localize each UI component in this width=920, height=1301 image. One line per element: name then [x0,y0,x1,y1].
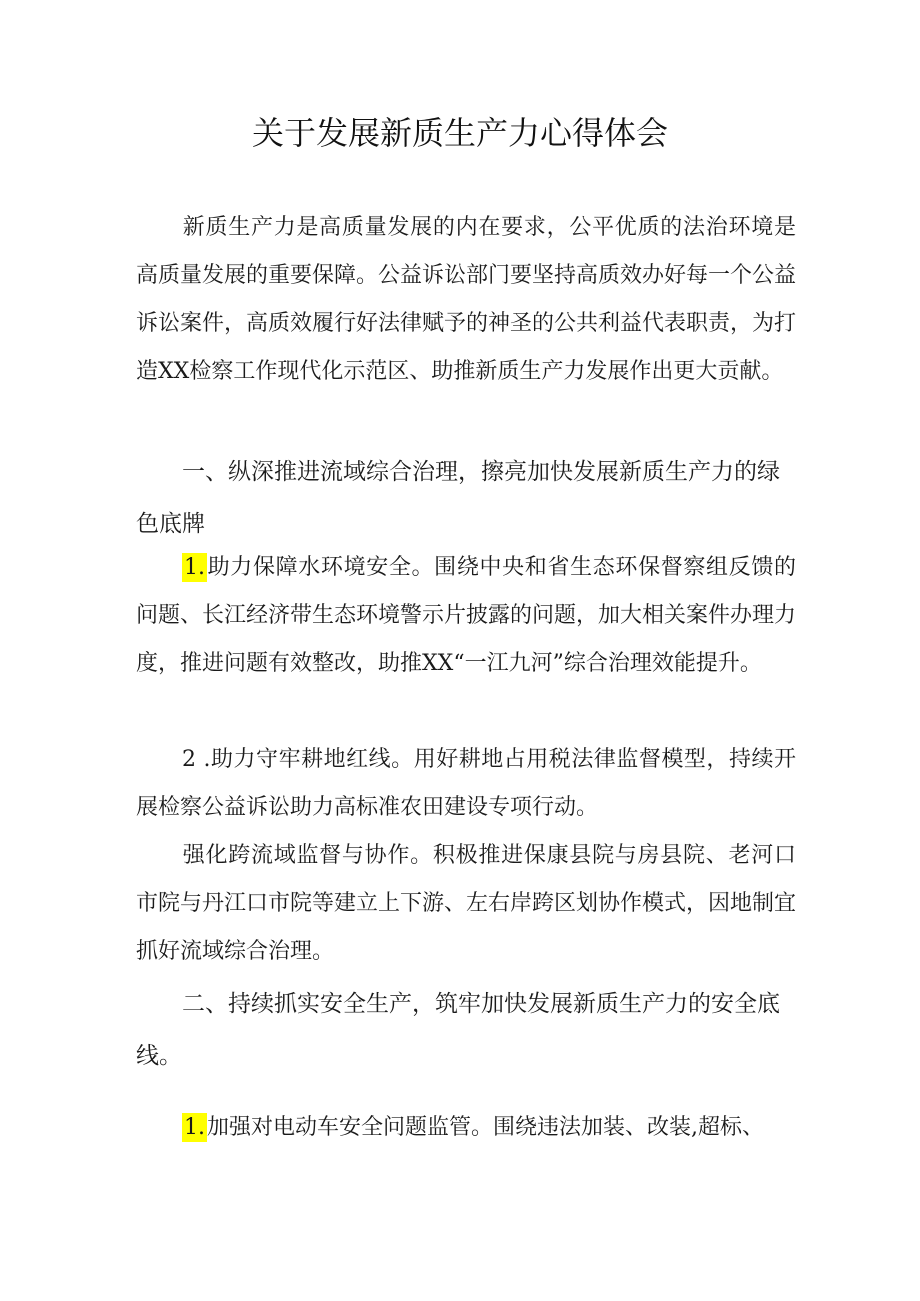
section1-item3 [136,832,796,976]
highlighted-number: 1. [184,1115,205,1140]
section1-item3-text: 强化跨流域监督与协作。积极推进保康县院与房县院、老河口市院与丹江口市院等建立上下游、左右岸跨区划协作模式，因地制宜抓好流域综合治理。 [136,843,797,964]
section1-heading-text: 一、纵深推进流域综合治理，擦亮加快发展新质生产力的绿色底牌 [136,459,780,537]
section1-item1-text: 助力保障水环境安全。围绕中央和省生态环保督察组反馈的问题、长江经济带生态环境警示片披露的问题，加大相关案件办理力度，推进问题有效整改，助推XX“一江九河”综合治理效能提升。 [136,555,797,676]
section1-item1 [136,544,796,688]
section1-item2-text: 2 .助力守牢耕地红线。用好耕地占用税法律监督模型，持续开展检察公益诉讼助力高标准农田建设专项行动。 [136,747,796,820]
highlighted-number: 1. [184,555,205,580]
section1-heading [136,446,796,550]
section1-item2 [136,736,796,832]
intro-text: 新质生产力是高质量发展的内在要求，公平优质的法治环境是高质量发展的重要保障。公益诉讼部门要坚持高质效办好每一个公益诉讼案件，高质效履行好法律赋予的神圣的公共利益代表职责，为打造XX检察工作现代化示范区、助推新质生产力发展作出更大贡献。 [136,215,797,384]
intro-paragraph [136,204,796,396]
document-title: 关于发展新质生产力心得体会 [251,114,668,152]
section2-item1 [136,1104,796,1152]
section2-heading [136,978,796,1082]
section2-heading-text: 二、持续抓实安全生产，筑牢加快发展新质生产力的安全底线。 [136,991,780,1069]
section2-item1-text: 加强对电动车安全问题监管。围绕违法加装、改装,超标、 [207,1115,764,1140]
